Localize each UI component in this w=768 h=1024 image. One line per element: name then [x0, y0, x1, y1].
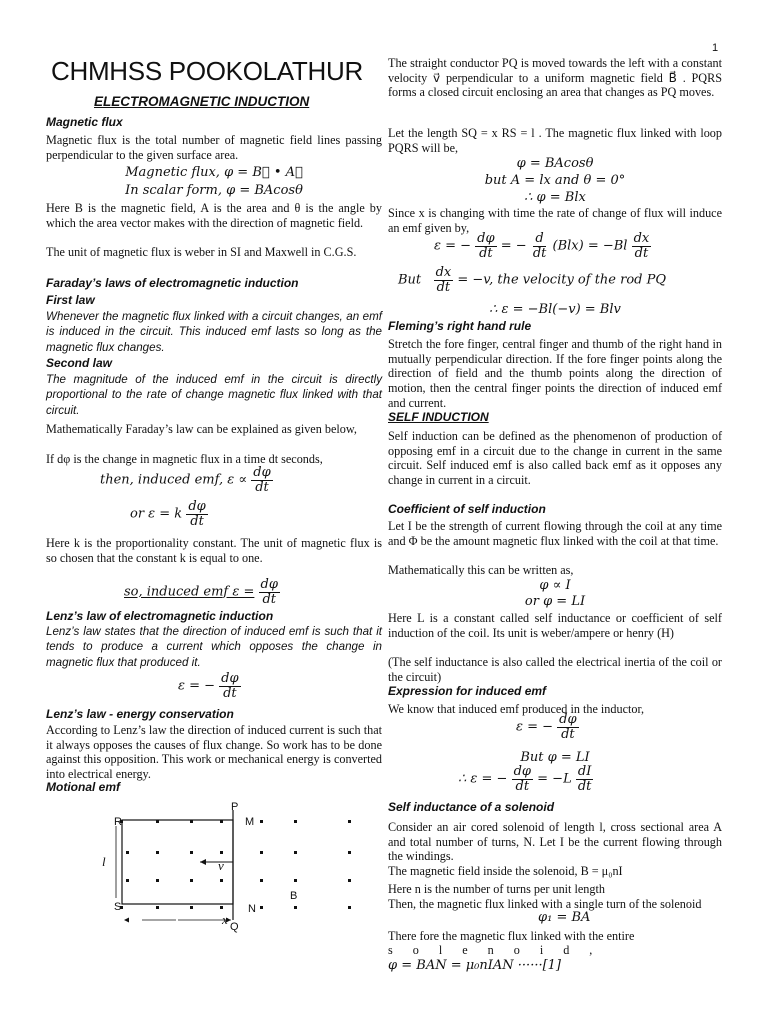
school-title: CHMHSS POOKOLATHUR	[51, 56, 363, 86]
self-induction-heading: SELF INDUCTION	[388, 410, 489, 424]
motional-emf-heading: Motional emf	[46, 780, 120, 794]
solenoid-spaced-word: solenoid,	[388, 943, 613, 957]
flux-unit-text: The unit of magnetic flux is weber in SI and Maxwell in C.G.S.	[46, 245, 357, 259]
label-m: M	[245, 816, 255, 828]
label-q: Q	[230, 921, 239, 933]
lenz-heading: Lenz’s law of electromagnetic induction	[46, 609, 274, 623]
first-law-heading: First law	[46, 293, 95, 307]
label-b: B	[290, 890, 298, 902]
motional-emf-diagram	[102, 796, 372, 938]
k-constant-text: Here k is the proportionality constant. The unit of magnetic flux is so chosen that the constant k is equal to one.	[46, 536, 382, 565]
coefficient-math-intro: Mathematically this can be written as,	[388, 563, 574, 577]
field-dots	[120, 820, 351, 909]
label-s: S	[114, 901, 122, 913]
eq-emf-ldidt: ∴ ε = − $\frac{d\varphi}{dt}$ = −L $\frac{dI}{dt}$	[458, 764, 592, 794]
magnetic-flux-definition: Magnetic flux is the total number of magnetic field lines passing perpendicular to the given surface area.	[46, 133, 382, 162]
rod-text: The straight conductor PQ is moved towards the left with a constant velocity v⃗ perpendicular to a uniform magnetic field B⃗ . PQRS forms a closed circuit enclosing an area that changes as PQ moves.	[388, 56, 722, 100]
length-line: Let the length SQ = x RS = l . The magnetic flux linked with loop PQRS will be,	[388, 126, 722, 155]
eq-proportional: then, induced emf, ε ∝ $\frac{d\varphi}{dt}$	[100, 465, 271, 495]
lenz-energy-heading: Lenz’s law - energy conservation	[46, 707, 234, 721]
chapter-title: ELECTROMAGNETIC INDUCTION	[94, 94, 310, 109]
first-law-text: Whenever the magnetic flux linked with a circuit changes, an emf is induced in the circuit. This induced emf lasts so long as the magnetic flux changes.	[46, 310, 382, 354]
magnetic-flux-heading: Magnetic flux	[46, 115, 123, 129]
inductance-text: Here L is a constant called self inductance or coefficient of self induction of the coil. Its unit is weber/ampere or henry (H)	[388, 611, 722, 640]
then-line: Then, the magnetic flux linked with a single turn of the solenoid	[388, 897, 702, 911]
eq-phi1: φ₁ = BA	[538, 910, 591, 925]
expression-heading: Expression for induced emf	[388, 684, 547, 698]
self-induction-text: Self induction can be defined as the phenomenon of production of opposing emf in a circuit due to the change in current in the same circuit. Self induced emf is also called back emf as it opposes any change in current in a circuit.	[388, 429, 722, 487]
flux-scalar-equation: In scalar form, φ = BAcosθ	[125, 183, 303, 198]
faraday-heading: Faraday’s laws of electromagnetic induction	[46, 276, 299, 290]
label-r: R	[114, 816, 122, 828]
solenoid-heading: Self inductance of a solenoid	[388, 800, 555, 814]
flux-explanation: Here B is the magnetic field, A is the area and θ is the angle by which the area vector makes with the direction of magnetic field.	[46, 201, 382, 230]
if-dphi-line: If dφ is the change in magnetic flux in a time dt seconds,	[46, 452, 323, 466]
label-n: N	[248, 903, 256, 915]
n-line: Here n is the number of turns per unit length	[388, 882, 605, 896]
coefficient-heading: Coefficient of self induction	[388, 502, 546, 516]
eq-emf-dphi: ε = − $\frac{d\varphi}{dt}$	[516, 712, 577, 742]
inertia-text: (The self inductance is also called the electrical inertia of the coil or the circuit)	[388, 655, 722, 684]
second-law-text: The magnitude of the induced emf in the circuit is directly proportional to the rate of change magnetic flux linked with that circuit.	[46, 373, 382, 417]
eq-velocity: But $\frac{dx}{dt}$ = −v, the velocity of the rod PQ	[398, 265, 667, 295]
coefficient-text: Let I be the strength of current flowing through the coil at any time and Φ be the amount magnetic flux linked with the coil at that time.	[388, 519, 722, 548]
fleming-text: Stretch the fore finger, central finger and thumb of the right hand in mutually perpendicular direction. If the fore finger points along the direction of field and the thumb points along the direction of motion, then the central finger points the direction of induced emf and current.	[388, 337, 722, 410]
eq-total-flux: φ = BAN = μ₀nIAN ······[1]	[388, 958, 562, 973]
eq-but-phi-li: But φ = LI	[520, 750, 590, 765]
lenz-text: Lenz’s law states that the direction of induced emf is such that it tends to produce a current which opposes the change in magnetic flux that produced it.	[46, 625, 382, 669]
eq-a-lx: but A = lx and θ = 0°	[484, 173, 626, 188]
second-law-heading: Second law	[46, 356, 113, 370]
eq-blv: ∴ ε = −Bl(−v) = Blv	[489, 302, 621, 317]
eq-phi-bacos: φ = BAcosθ	[516, 156, 594, 171]
field-line: The magnetic field inside the solenoid, B = μ₀nI	[388, 864, 623, 878]
eq-phi-prop-i: φ ∝ I	[539, 578, 571, 593]
there-line: There fore the magnetic flux linked with the entire	[388, 929, 635, 943]
eq-induced-emf: so, induced emf ε = $\frac{d\varphi}{dt}$	[124, 577, 278, 607]
solenoid-text: Consider an air cored solenoid of length l, cross sectional area A and total number of turns, N. Let I be the current flowing through the windings.	[388, 820, 722, 864]
eq-constant-k: or ε = k $\frac{d\varphi}{dt}$	[130, 499, 206, 529]
fleming-heading: Fleming’s right hand rule	[388, 319, 532, 333]
faraday-math-intro: Mathematically Faraday’s law can be explained as given below,	[46, 422, 357, 436]
eq-lenz: ε = − $\frac{d\varphi}{dt}$	[178, 671, 239, 701]
eq-emf-derivation: ε = − $\frac{d\varphi}{dt}$ = − $\frac{d}{dt}$ (Blx) = −Bl $\frac{dx}{dt}$	[434, 231, 650, 261]
eq-phi-li: or φ = LI	[524, 594, 586, 609]
expression-text: We know that induced emf produced in the inductor,	[388, 702, 645, 716]
lenz-energy-text: According to Lenz’s law the direction of induced current is such that it always opposes the causes of flux change. So work has to be done against this opposition. This work or mechanical energy is converted into electrical energy.	[46, 723, 382, 781]
label-v: v	[218, 858, 224, 873]
eq-phi-blx: ∴ φ = Blx	[524, 190, 586, 205]
label-x: x	[222, 912, 228, 927]
flux-vector-equation: Magnetic flux, φ = B⃗ • A⃗	[125, 165, 303, 180]
label-l: l	[102, 854, 106, 869]
label-p: P	[231, 801, 239, 813]
since-text: Since x is changing with time the rate of change of flux will induce an emf given by,	[388, 206, 722, 235]
page-number: 1	[712, 42, 719, 54]
